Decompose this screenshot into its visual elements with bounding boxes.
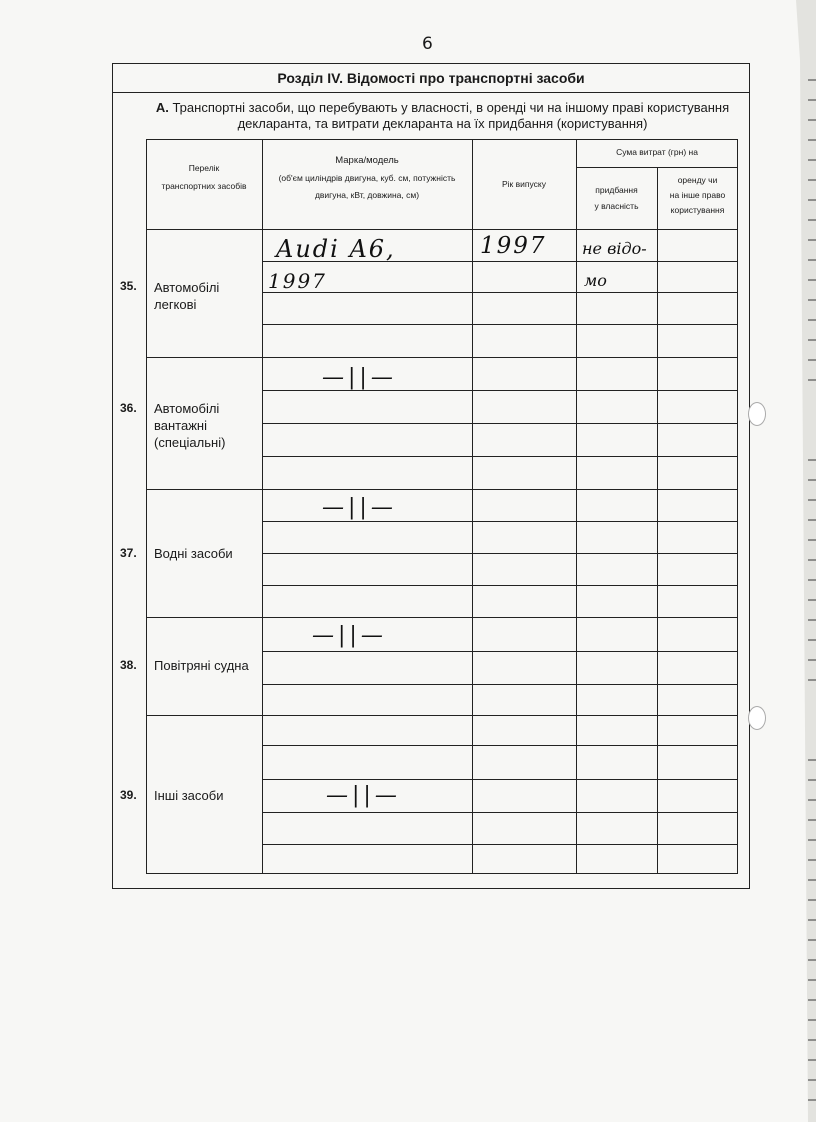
row-label-line1: Автомобілі [154, 280, 220, 295]
handwritten-brand-cars-line2: 1997 [268, 269, 327, 293]
header-expenses: Сума витрат (грн) на [616, 147, 698, 157]
sub-row-line [262, 292, 738, 293]
header-list-line1: Перелік [188, 163, 220, 173]
header-brand-line3: двигуна, кВт, довжина, см) [314, 190, 420, 200]
group-separator [146, 489, 738, 490]
handwritten-brand-cars: Audi A6, [276, 235, 396, 263]
row-label-aircraft [154, 657, 249, 674]
row-label-trucks [154, 400, 225, 451]
sub-row-line [262, 745, 738, 746]
row-label-line2: вантажні [154, 418, 207, 433]
row-label-line1: Автомобілі [154, 401, 220, 416]
row-label-line1: Водні засоби [154, 546, 233, 561]
row-number-38: 38. [120, 658, 137, 672]
table-border-bottom [146, 873, 738, 874]
sub-row-line [262, 423, 738, 424]
column-divider [472, 139, 473, 874]
sub-row-line [262, 456, 738, 457]
row-label-line1: Повітряні судна [154, 658, 249, 673]
handwritten-year-cars: 1997 [480, 233, 547, 259]
row-label-line1: Інші засоби [154, 788, 224, 803]
handwritten-ditto-other: —||— [326, 783, 401, 808]
table-border-left [146, 139, 147, 874]
row-label-line2: легкові [154, 297, 197, 312]
table-border-right [737, 139, 738, 874]
handwritten-ditto-trucks: —||— [322, 365, 397, 390]
row-number-36: 36. [120, 401, 137, 415]
sub-row-line [262, 812, 738, 813]
handwritten-purchase-cars: не відо- [582, 239, 647, 258]
handwritten-purchase-cars-line2: мо [584, 271, 607, 290]
sub-row-line [262, 521, 738, 522]
row-label-watercraft [154, 545, 233, 562]
group-separator [146, 617, 738, 618]
subsection-heading-line1 [135, 100, 750, 116]
column-divider [262, 139, 263, 874]
row-number-35: 35. [120, 279, 137, 293]
sub-row-line [262, 390, 738, 391]
header-purchase-line1: придбання [595, 185, 638, 195]
group-separator [146, 715, 738, 716]
sub-row-line [262, 779, 738, 780]
column-divider [576, 139, 577, 874]
section-title: Розділ IV. Відомості про транспортні засоби [112, 63, 750, 93]
page-number: 6 [422, 34, 433, 54]
row-label-other [154, 787, 224, 804]
header-list-line2: транспортних засобів [161, 181, 247, 191]
sub-row-line [262, 684, 738, 685]
header-list [146, 161, 262, 193]
row-label-line3: (спеціальні) [154, 435, 226, 450]
handwritten-ditto-aircraft: —||— [312, 623, 387, 648]
group-separator [146, 357, 738, 358]
handwritten-ditto-watercraft: —||— [322, 495, 397, 520]
binder-edge [756, 0, 816, 1122]
punch-hole [748, 402, 766, 426]
punch-hole [748, 706, 766, 730]
sub-row-line [262, 324, 738, 325]
header-brand [262, 154, 472, 202]
header-brand-line1: Марка/модель [335, 155, 399, 166]
sub-row-line [262, 844, 738, 845]
subsection-title-line2: декларанта, та витрати декларанта на їх придбання (користування) [237, 116, 648, 131]
header-rent-line1: оренду чи [677, 175, 718, 185]
header-brand-line2: (об'єм циліндрів двигуна, куб. см, потужність [278, 173, 456, 183]
expenses-header-divider [576, 167, 738, 168]
sub-row-line [262, 651, 738, 652]
header-year: Рік випуску [502, 179, 546, 189]
row-label-cars [154, 279, 219, 313]
sub-row-line [262, 553, 738, 554]
subsection-heading [135, 100, 750, 132]
header-rent [657, 173, 738, 217]
header-purchase [576, 183, 657, 213]
header-bottom-line [146, 229, 738, 230]
sub-row-line [262, 585, 738, 586]
subsection-title-line1: Транспортні засоби, що перебувають у власності, в оренді чи на іншому праві користування [168, 100, 730, 115]
subsection-letter: А. [155, 100, 169, 115]
header-rent-line3: користування [670, 205, 725, 215]
row-number-39: 39. [120, 788, 137, 802]
header-rent-line2: на інше право [669, 190, 726, 200]
row-number-37: 37. [120, 546, 137, 560]
vehicle-table [146, 139, 738, 874]
table-border-top [146, 139, 738, 140]
header-purchase-line2: у власність [594, 201, 639, 211]
